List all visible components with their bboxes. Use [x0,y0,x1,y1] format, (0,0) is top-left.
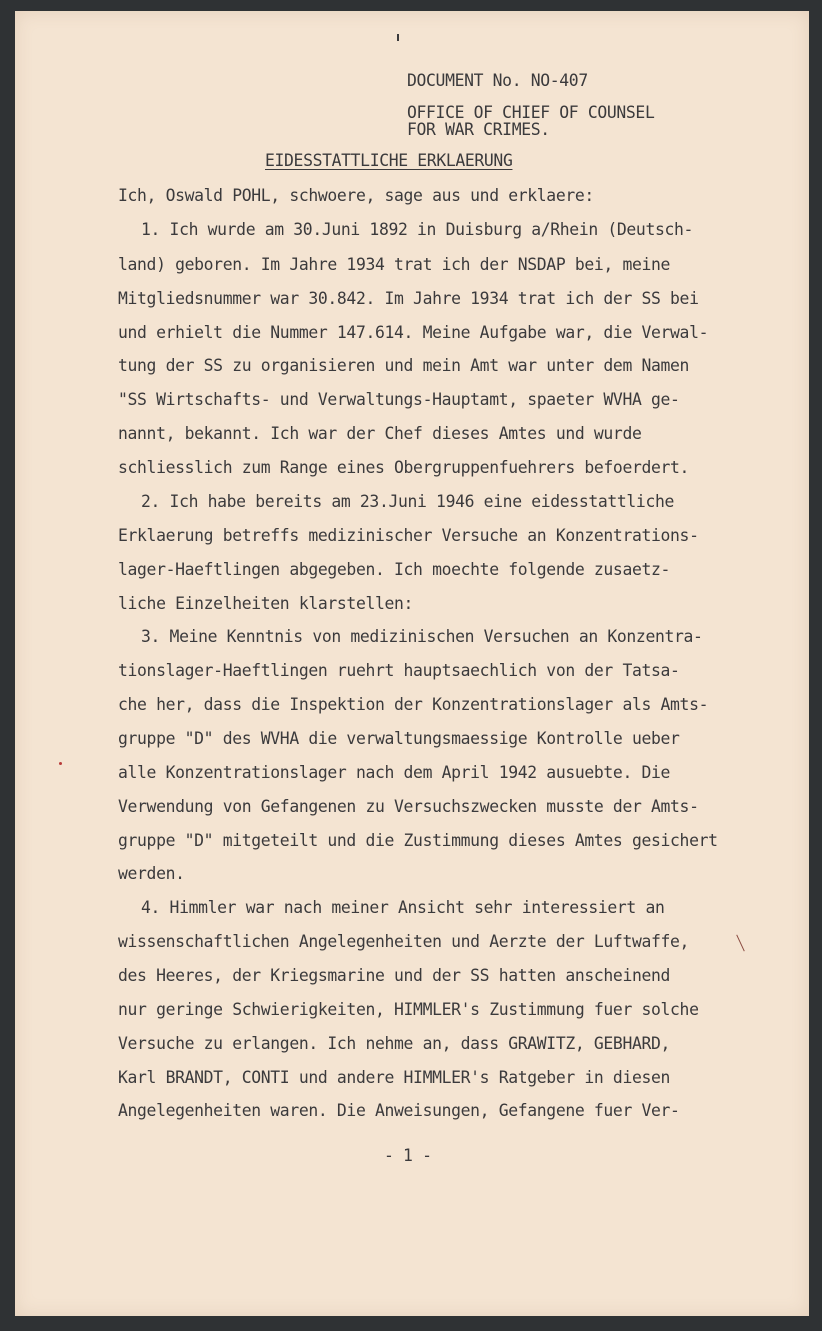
body-line: 2. Ich habe bereits am 23.Juni 1946 eine eidesstattliche [141,492,675,511]
body-line: "SS Wirtschafts- und Verwaltungs-Hauptamt, spaeter WVHA ge- [118,390,680,409]
body-line: 3. Meine Kenntnis von medizinischen Versuchen an Konzentra- [141,627,703,646]
body-line: lager-Haeftlingen abgegeben. Ich moechte folgende zusaetz- [118,560,671,579]
body-line: Verwendung von Gefangenen zu Versuchszwecken musste der Amts- [118,797,699,816]
body-line: Mitgliedsnummer war 30.842. Im Jahre 1934 trat ich der SS bei [118,289,699,308]
body-line: nur geringe Schwierigkeiten, HIMMLER's Zustimmung fuer solche [118,1000,699,1019]
body-line: che her, dass die Inspektion der Konzentrationslager als Amts- [118,695,709,714]
body-line: alle Konzentrationslager nach dem April 1942 ausuebte. Die [118,763,671,782]
red-ink-dot [59,762,62,765]
body-line: Karl BRANDT, CONTI und andere HIMMLER's Ratgeber in diesen [118,1068,671,1087]
body-line: tionslager-Haeftlingen ruehrt hauptsaechlich von der Tatsa- [118,661,680,680]
body-line: Ich, Oswald POHL, schwoere, sage aus und erklaere: [118,186,594,205]
document-number: DOCUMENT No. NO-407 [407,71,588,90]
body-line: nannt, bekannt. Ich war der Chef dieses Amtes und wurde [118,424,642,443]
body-line: werden. [118,864,185,883]
body-line: gruppe "D" des WVHA die verwaltungsmaessige Kontrolle ueber [118,729,680,748]
body-line: des Heeres, der Kriegsmarine und der SS hatten anscheinend [118,966,671,985]
body-line: 1. Ich wurde am 30.Juni 1892 in Duisburg a/Rhein (Deutsch- [141,220,694,239]
office-line-1: OFFICE OF CHIEF OF COUNSEL [407,103,655,122]
body-line: gruppe "D" mitgeteilt und die Zustimmung dieses Amtes gesichert [118,831,718,850]
body-line: Angelegenheiten waren. Die Anweisungen, Gefangene fuer Ver- [118,1101,680,1120]
body-line: schliesslich zum Range eines Obergruppenfuehrers befoerdert. [118,458,690,477]
page-number: - 1 - [384,1146,432,1165]
ink-mark-top [397,34,399,41]
body-line: land) geboren. Im Jahre 1934 trat ich der NSDAP bei, meine [118,255,671,274]
body-line: tung der SS zu organisieren und mein Amt war unter dem Namen [118,356,690,375]
body-line: Versuche zu erlangen. Ich nehme an, dass GRAWITZ, GEBHARD, [118,1034,671,1053]
body-line: und erhielt die Nummer 147.614. Meine Aufgabe war, die Verwal- [118,323,709,342]
document-title: EIDESSTATTLICHE ERKLAERUNG [265,151,513,170]
body-line: Erklaerung betreffs medizinischer Versuche an Konzentrations- [118,526,699,545]
office-line-2: FOR WAR CRIMES. [407,120,550,139]
body-line: liche Einzelheiten klarstellen: [118,594,414,613]
body-line: wissenschaftlichen Angelegenheiten und Aerzte der Luftwaffe, [118,932,690,951]
body-line: 4. Himmler war nach meiner Ansicht sehr interessiert an [141,898,665,917]
